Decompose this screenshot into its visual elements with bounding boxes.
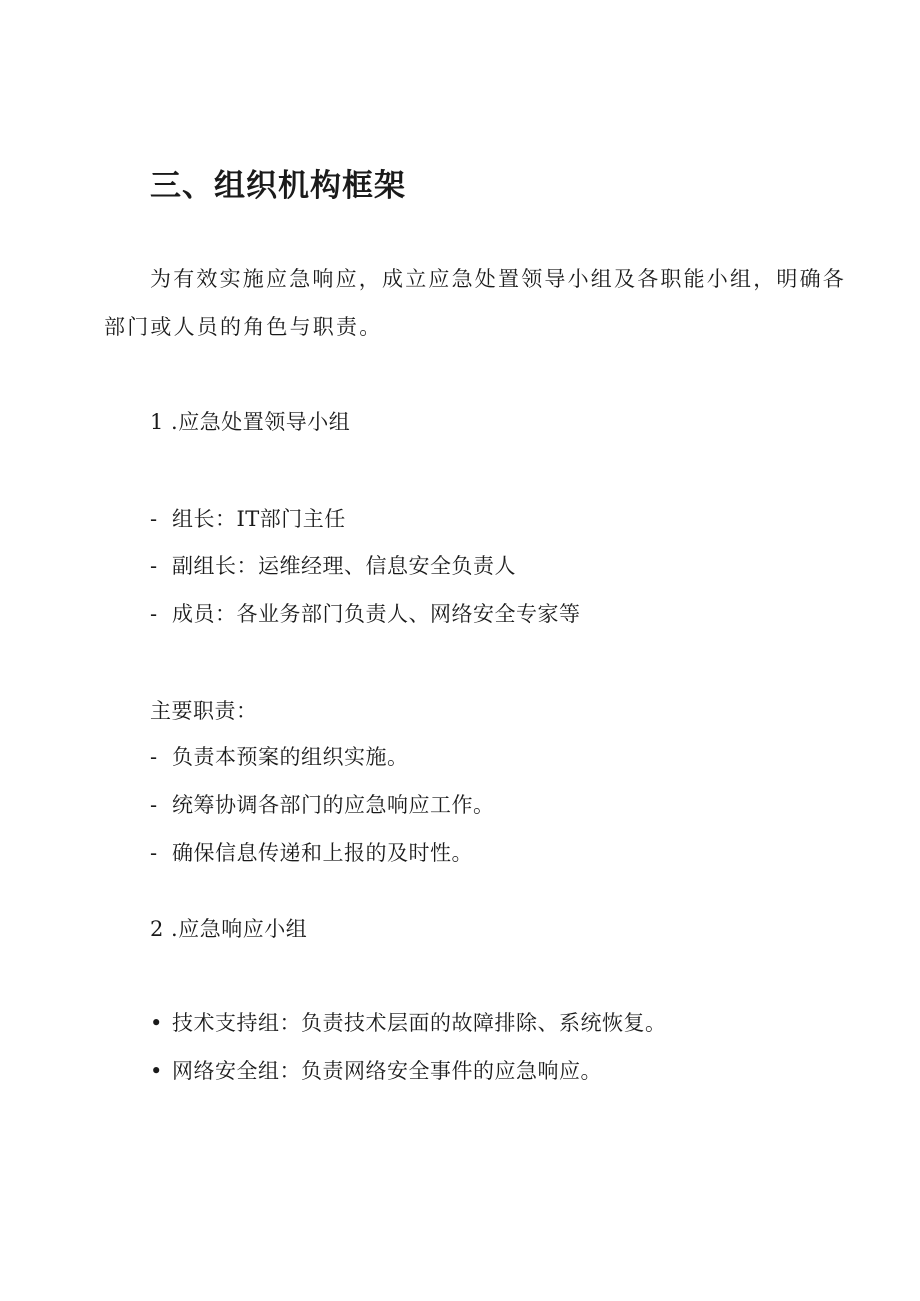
member-members: 成员：各业务部门负责人、网络安全专家等	[172, 602, 581, 626]
member-leader: 组长：IT部门主任	[172, 507, 346, 531]
intro-paragraph-line-2: 部门或人员的角色与职责。	[104, 315, 383, 339]
team-item: 网络安全组：负责网络安全事件的应急响应。	[172, 1059, 602, 1083]
list-item	[150, 1009, 667, 1037]
list-item	[150, 552, 516, 580]
list-item	[150, 791, 495, 819]
intro-paragraph-line-1: 为有效实施应急响应，成立应急处置领导小组及各职能小组，明确各	[150, 267, 846, 291]
list-item	[150, 1057, 602, 1085]
duty-item: 负责本预案的组织实施。	[172, 745, 409, 769]
list-item	[150, 839, 473, 867]
dash-marker: -	[150, 602, 158, 626]
dash-marker: -	[150, 507, 158, 531]
dash-marker: -	[150, 554, 158, 578]
dash-marker: -	[150, 793, 158, 817]
group2-heading: 2 .应急响应小组	[150, 917, 308, 941]
group1-heading: 1 .应急处置领导小组	[150, 410, 351, 434]
duty-item: 统筹协调各部门的应急响应工作。	[172, 793, 495, 817]
bullet-marker: •	[150, 1059, 163, 1083]
member-deputy: 副组长：运维经理、信息安全负责人	[172, 554, 516, 578]
duty-item: 确保信息传递和上报的及时性。	[172, 841, 473, 865]
team-item: 技术支持组：负责技术层面的故障排除、系统恢复。	[172, 1011, 667, 1035]
list-item	[150, 600, 581, 628]
duties-label: 主要职责：	[150, 699, 258, 723]
dash-marker: -	[150, 745, 158, 769]
section-title: 三、组织机构框架	[150, 168, 406, 204]
list-item	[150, 505, 346, 533]
dash-marker: -	[150, 841, 158, 865]
bullet-marker: •	[150, 1011, 163, 1035]
list-item	[150, 743, 409, 771]
